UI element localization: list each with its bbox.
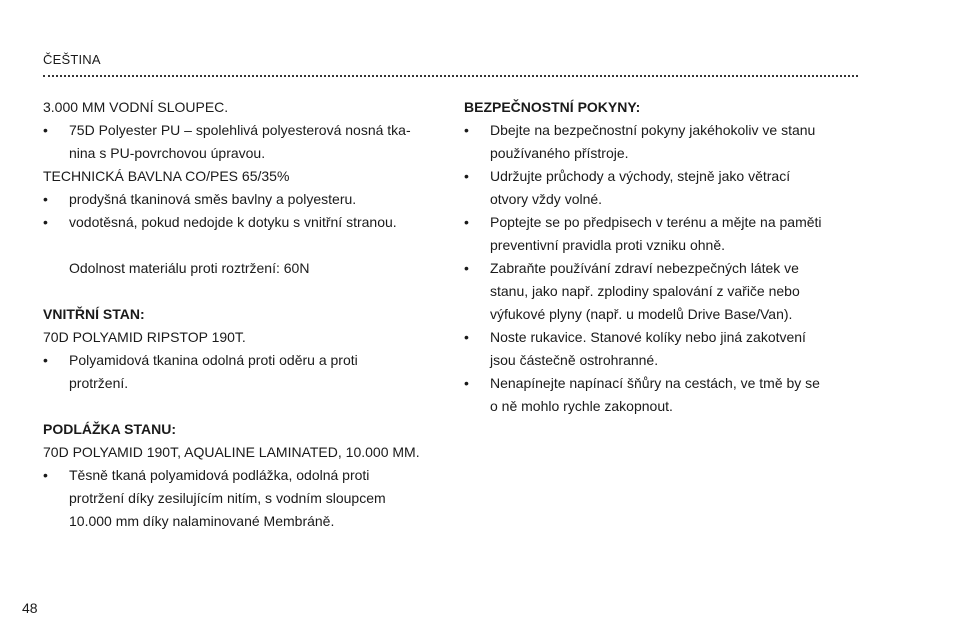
list-item-line: výfukové plyny (např. u modelů Drive Base/Van).: [490, 306, 793, 322]
list-item-line: prodyšná tkaninová směs bavlny a polyesteru.: [69, 191, 357, 207]
bullet-icon: •: [464, 260, 469, 276]
tear-resistance-text: Odolnost materiálu proti roztržení: 60N: [69, 260, 310, 276]
list-item-line: Polyamidová tkanina odolná proti oděru a proti: [69, 352, 358, 368]
dotted-divider: [43, 75, 858, 77]
list-item: [43, 464, 443, 533]
list-item-line: jsou částečně ostrohranné.: [490, 352, 659, 368]
list-item-line: 75D Polyester PU – spolehlivá polyesterová nosná tka-: [69, 122, 411, 138]
list-item-line: Zabraňte používání zdraví nebezpečných látek ve: [490, 260, 799, 276]
list-item-line: Těsně tkaná polyamidová podlážka, odolná proti: [69, 467, 370, 483]
bullet-icon: •: [464, 214, 469, 230]
list-item: [43, 119, 443, 165]
cotton-list: [43, 188, 443, 234]
list-item-line: vodotěsná, pokud nedojde k dotyku s vnitřní stranou.: [69, 214, 397, 230]
bullet-icon: •: [43, 191, 48, 207]
list-item-line: Poptejte se po předpisech v terénu a mějte na paměti: [490, 214, 822, 230]
bullet-icon: •: [43, 352, 48, 368]
list-item: [43, 349, 443, 395]
list-item: [464, 211, 864, 257]
list-item-line: preventivní pravidla proti vzniku ohně.: [490, 237, 726, 253]
cotton-heading: TECHNICKÁ BAVLNA CO/PES 65/35%: [43, 168, 290, 184]
list-item-line: nina s PU-povrchovou úpravou.: [69, 145, 266, 161]
list-item-line: Udržujte průchody a východy, stejně jako větrací: [490, 168, 791, 184]
list-item: [464, 326, 864, 372]
list-item-line: 10.000 mm díky nalaminované Membráně.: [69, 513, 335, 529]
list-item: [43, 188, 443, 211]
list-item-line: používaného přístroje.: [490, 145, 629, 161]
list-item-line: stanu, jako např. zplodiny spalování z vařiče nebo: [490, 283, 800, 299]
waterproof-list: [43, 119, 443, 165]
bullet-icon: •: [43, 467, 48, 483]
waterproof-heading: 3.000 MM VODNÍ SLOUPEC.: [43, 99, 229, 115]
list-item-line: Nenapínejte napínací šňůry na cestách, ve tmě by se: [490, 375, 820, 391]
language-header: ČEŠTINA: [43, 52, 101, 67]
list-item: [43, 211, 443, 234]
inner-tent-subtitle: 70D POLYAMID RIPSTOP 190T.: [43, 329, 246, 345]
list-item: [464, 165, 864, 211]
safety-list: [464, 119, 864, 418]
bullet-icon: •: [464, 122, 469, 138]
floor-subtitle: 70D POLYAMID 190T, AQUALINE LAMINATED, 10.000 MM.: [43, 444, 420, 460]
bullet-icon: •: [464, 375, 469, 391]
list-item: [464, 372, 864, 418]
list-item-line: Dbejte na bezpečnostní pokyny jakéhokoliv ve stanu: [490, 122, 816, 138]
list-item: [464, 257, 864, 326]
right-column: [464, 96, 864, 418]
list-item-line: protržení díky zesilujícím nitím, s vodním sloupcem: [69, 490, 386, 506]
list-item: [464, 119, 864, 165]
page-number: 48: [22, 600, 38, 616]
left-column: [43, 96, 443, 533]
list-item-line: Noste rukavice. Stanové kolíky nebo jiná zakotvení: [490, 329, 806, 345]
bullet-icon: •: [43, 214, 48, 230]
floor-title: PODLÁŽKA STANU:: [43, 421, 176, 437]
list-item-line: o ně mohlo rychle zakopnout.: [490, 398, 673, 414]
list-item-line: protržení.: [69, 375, 129, 391]
bullet-icon: •: [43, 122, 48, 138]
inner-tent-list: [43, 349, 443, 395]
bullet-icon: •: [464, 168, 469, 184]
floor-list: [43, 464, 443, 533]
safety-title: BEZPEČNOSTNÍ POKYNY:: [464, 99, 641, 115]
inner-tent-title: VNITŘNÍ STAN:: [43, 306, 145, 322]
bullet-icon: •: [464, 329, 469, 345]
list-item-line: otvory vždy volné.: [490, 191, 603, 207]
